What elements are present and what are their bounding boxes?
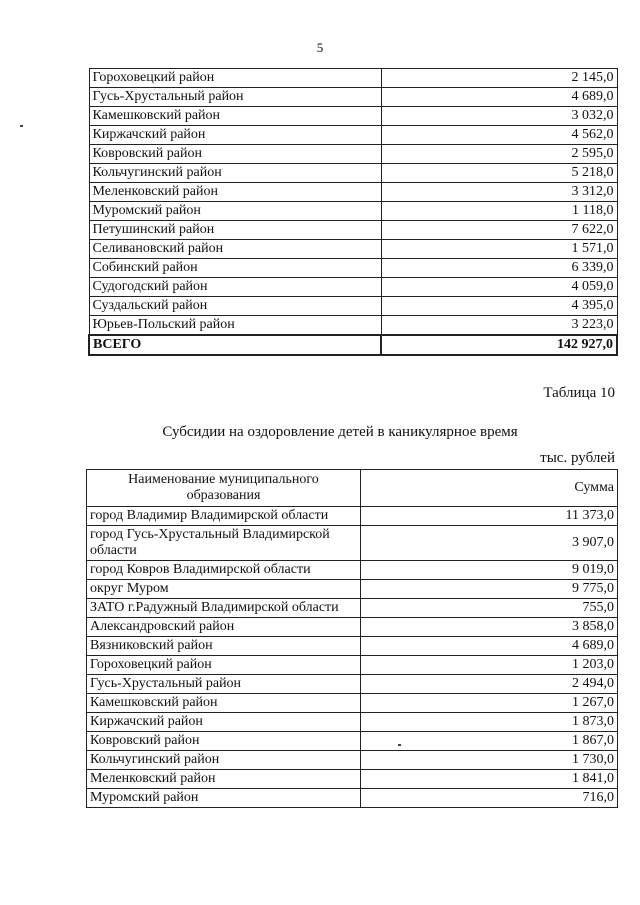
- row-value: 3 907,0: [361, 526, 618, 561]
- row-name: Судогодский район: [89, 278, 381, 297]
- table-row: [89, 297, 617, 316]
- row-name: город Гусь-Хрустальный Владимирской области: [87, 526, 361, 561]
- row-name: Муромский район: [87, 789, 361, 808]
- row-name: город Владимир Владимирской области: [87, 507, 361, 526]
- table-header-row: [87, 470, 618, 507]
- table-row: [89, 145, 617, 164]
- table-row: [89, 221, 617, 240]
- row-name: Кольчугинский район: [89, 164, 381, 183]
- table-row: [87, 637, 618, 656]
- row-value: 1 841,0: [361, 770, 618, 789]
- row-name: Камешковский район: [89, 107, 381, 126]
- row-value: 4 689,0: [381, 88, 617, 107]
- scan-speck: [20, 125, 23, 127]
- row-name: Селивановский район: [89, 240, 381, 259]
- district-funding-table: [88, 68, 618, 356]
- row-value: 1 867,0: [361, 732, 618, 751]
- row-name: Ковровский район: [89, 145, 381, 164]
- row-name: ВСЕГО: [89, 335, 381, 355]
- table-row: [89, 107, 617, 126]
- row-value: 9 019,0: [361, 561, 618, 580]
- row-name: Суздальский район: [89, 297, 381, 316]
- row-name: Петушинский район: [89, 221, 381, 240]
- row-name: Гусь-Хрустальный район: [89, 88, 381, 107]
- table-row: [89, 316, 617, 336]
- table-row: [87, 732, 618, 751]
- row-name: Александровский район: [87, 618, 361, 637]
- row-value: 2 595,0: [381, 145, 617, 164]
- row-name: Собинский район: [89, 259, 381, 278]
- row-value: 7 622,0: [381, 221, 617, 240]
- table-row: [87, 713, 618, 732]
- table-row: [87, 507, 618, 526]
- row-value: 1 267,0: [361, 694, 618, 713]
- table-row: [87, 675, 618, 694]
- table-row: [87, 526, 618, 561]
- row-name: Меленковский район: [89, 183, 381, 202]
- row-value: 716,0: [361, 789, 618, 808]
- table-row: [89, 88, 617, 107]
- row-value: 2 494,0: [361, 675, 618, 694]
- table-label: Таблица 10: [543, 385, 615, 401]
- row-name: Юрьев-Польский район: [89, 316, 381, 336]
- table-row: [87, 694, 618, 713]
- row-name: Муромский район: [89, 202, 381, 221]
- row-value: 11 373,0: [361, 507, 618, 526]
- table-row: [87, 561, 618, 580]
- table-row: [89, 164, 617, 183]
- row-name: Меленковский район: [87, 770, 361, 789]
- row-value: 4 059,0: [381, 278, 617, 297]
- row-value: 1 730,0: [361, 751, 618, 770]
- row-name: город Ковров Владимирской области: [87, 561, 361, 580]
- row-name: Камешковский район: [87, 694, 361, 713]
- row-value: 755,0: [361, 599, 618, 618]
- column-header-name: Наименование муниципального образования: [87, 470, 361, 507]
- table-row: [87, 599, 618, 618]
- row-name: округ Муром: [87, 580, 361, 599]
- table-row: [89, 202, 617, 221]
- row-name: Вязниковский район: [87, 637, 361, 656]
- row-value: 9 775,0: [361, 580, 618, 599]
- table-row: [89, 126, 617, 145]
- row-value: 3 858,0: [361, 618, 618, 637]
- row-value: 4 689,0: [361, 637, 618, 656]
- table-row: [87, 656, 618, 675]
- table-row: [87, 751, 618, 770]
- units-label: тыс. рублей: [540, 450, 615, 466]
- column-header-sum: Сумма: [361, 470, 618, 507]
- row-value: 1 118,0: [381, 202, 617, 221]
- row-name: Ковровский район: [87, 732, 361, 751]
- row-name: Гороховецкий район: [89, 69, 381, 88]
- row-value: 1 571,0: [381, 240, 617, 259]
- row-value: 1 873,0: [361, 713, 618, 732]
- table-row: [87, 789, 618, 808]
- children-recreation-subsidy-table: [86, 469, 618, 808]
- table-row: [89, 69, 617, 88]
- table-row: [89, 335, 617, 355]
- row-value: 6 339,0: [381, 259, 617, 278]
- table-row: [87, 580, 618, 599]
- row-name: Кольчугинский район: [87, 751, 361, 770]
- table-row: [89, 240, 617, 259]
- row-value: 4 562,0: [381, 126, 617, 145]
- table-row: [89, 259, 617, 278]
- table-title: Субсидии на оздоровление детей в каникулярное время: [162, 424, 518, 440]
- row-name: Киржачский район: [87, 713, 361, 732]
- row-value: 3 312,0: [381, 183, 617, 202]
- page-number: 5: [316, 40, 324, 55]
- row-value: 142 927,0: [381, 335, 617, 355]
- row-name: ЗАТО г.Радужный Владимирской области: [87, 599, 361, 618]
- row-name: Киржачский район: [89, 126, 381, 145]
- row-value: 1 203,0: [361, 656, 618, 675]
- row-name: Гусь-Хрустальный район: [87, 675, 361, 694]
- row-value: 2 145,0: [381, 69, 617, 88]
- table-row: [87, 770, 618, 789]
- row-name: Гороховецкий район: [87, 656, 361, 675]
- row-value: 3 032,0: [381, 107, 617, 126]
- row-value: 3 223,0: [381, 316, 617, 336]
- row-value: 5 218,0: [381, 164, 617, 183]
- row-value: 4 395,0: [381, 297, 617, 316]
- table-row: [89, 278, 617, 297]
- table-row: [89, 183, 617, 202]
- table-row: [87, 618, 618, 637]
